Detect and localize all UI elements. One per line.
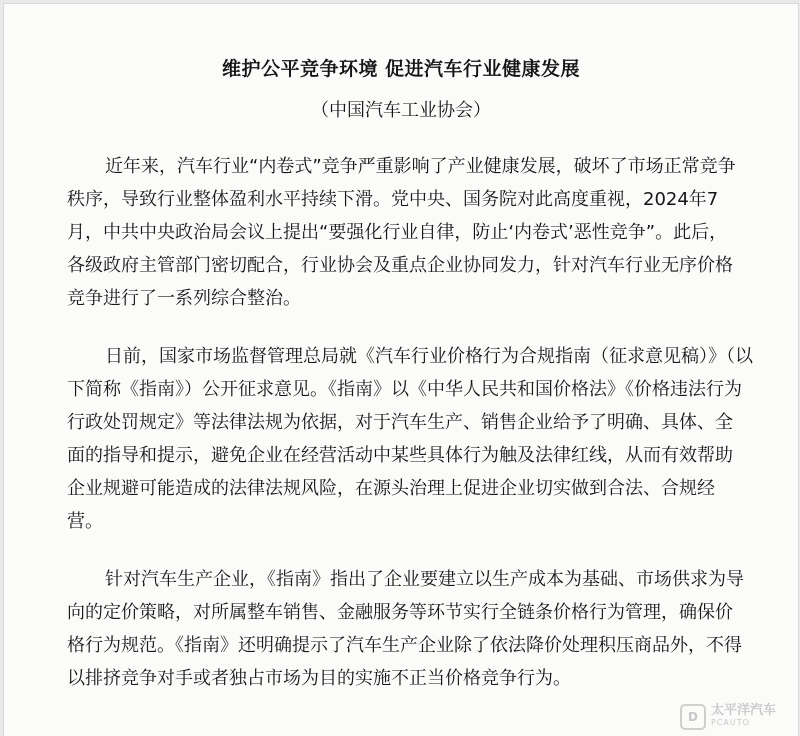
paragraph-1-line-2: 秩序，导致行业整体盈利水平持续下滑。党中央、国务院对此高度重视，2024年7 bbox=[67, 189, 719, 210]
paragraph-3-line-4: 以排挤竞争对手或者独占市场为目的实施不正当价格竞争行为。 bbox=[67, 668, 571, 689]
paragraph-2-line-2: 下简称《指南》）公开征求意见。《指南》以《中华人民共和国价格法》《价格违法行为 bbox=[67, 379, 742, 400]
paragraph-1-line-5: 竞争进行了一系列综合整治。 bbox=[67, 288, 301, 309]
paragraph-2-line-5: 企业规避可能造成的法律法规风险，在源头治理上促进企业切实做到合法、合规经 bbox=[67, 478, 715, 499]
document-source: （中国汽车工业协会） bbox=[311, 100, 491, 121]
watermark-latin: PCAUTO bbox=[710, 718, 750, 727]
paragraph-2-line-3: 行政处罚规定》等法律法规为依据，对于汽车生产、销售企业给予了明确、具体、全 bbox=[67, 412, 733, 433]
paragraph-3-line-2: 向的定价策略，对所属整车销售、金融服务等环节实行全链条价格行为管理，确保价 bbox=[67, 602, 733, 623]
paragraph-1-line-1: 近年来，汽车行业“内卷式”竞争严重影响了产业健康发展，破坏了市场正常竞争 bbox=[105, 156, 736, 177]
pcauto-watermark bbox=[680, 704, 776, 730]
paragraph-3-line-1: 针对汽车生产企业，《指南》指出了企业要建立以生产成本为基础、市场供求为导 bbox=[105, 569, 744, 590]
paragraph-2-line-1: 日前，国家市场监督管理总局就《汽车行业价格行为合规指南（征求意见稿）》（以 bbox=[105, 346, 753, 367]
paragraph-1-line-3: 月，中共中央政治局会议上提出“要强化行业自律，防止‘内卷式’恶性竞争”。此后， bbox=[67, 222, 728, 243]
paragraph-2-line-6: 营。 bbox=[67, 511, 103, 532]
pcauto-logo-icon: D bbox=[680, 704, 706, 730]
paragraph-2-line-4: 面的指导和提示，避免企业在经营活动中某些具体行为触及法律红线，从而有效帮助 bbox=[67, 445, 733, 466]
paragraph-1-line-4: 各级政府主管部门密切配合，行业协会及重点企业协同发力，针对汽车行业无序价格 bbox=[67, 255, 733, 276]
watermark-name: 太平洋汽车 bbox=[710, 703, 776, 718]
paragraph-3-line-3: 格行为规范。《指南》还明确提示了汽车生产企业除了依法降价处理积压商品外，不得 bbox=[67, 635, 742, 656]
document-title: 维护公平竞争环境 促进汽车行业健康发展 bbox=[221, 58, 581, 80]
document-page bbox=[3, 3, 799, 736]
